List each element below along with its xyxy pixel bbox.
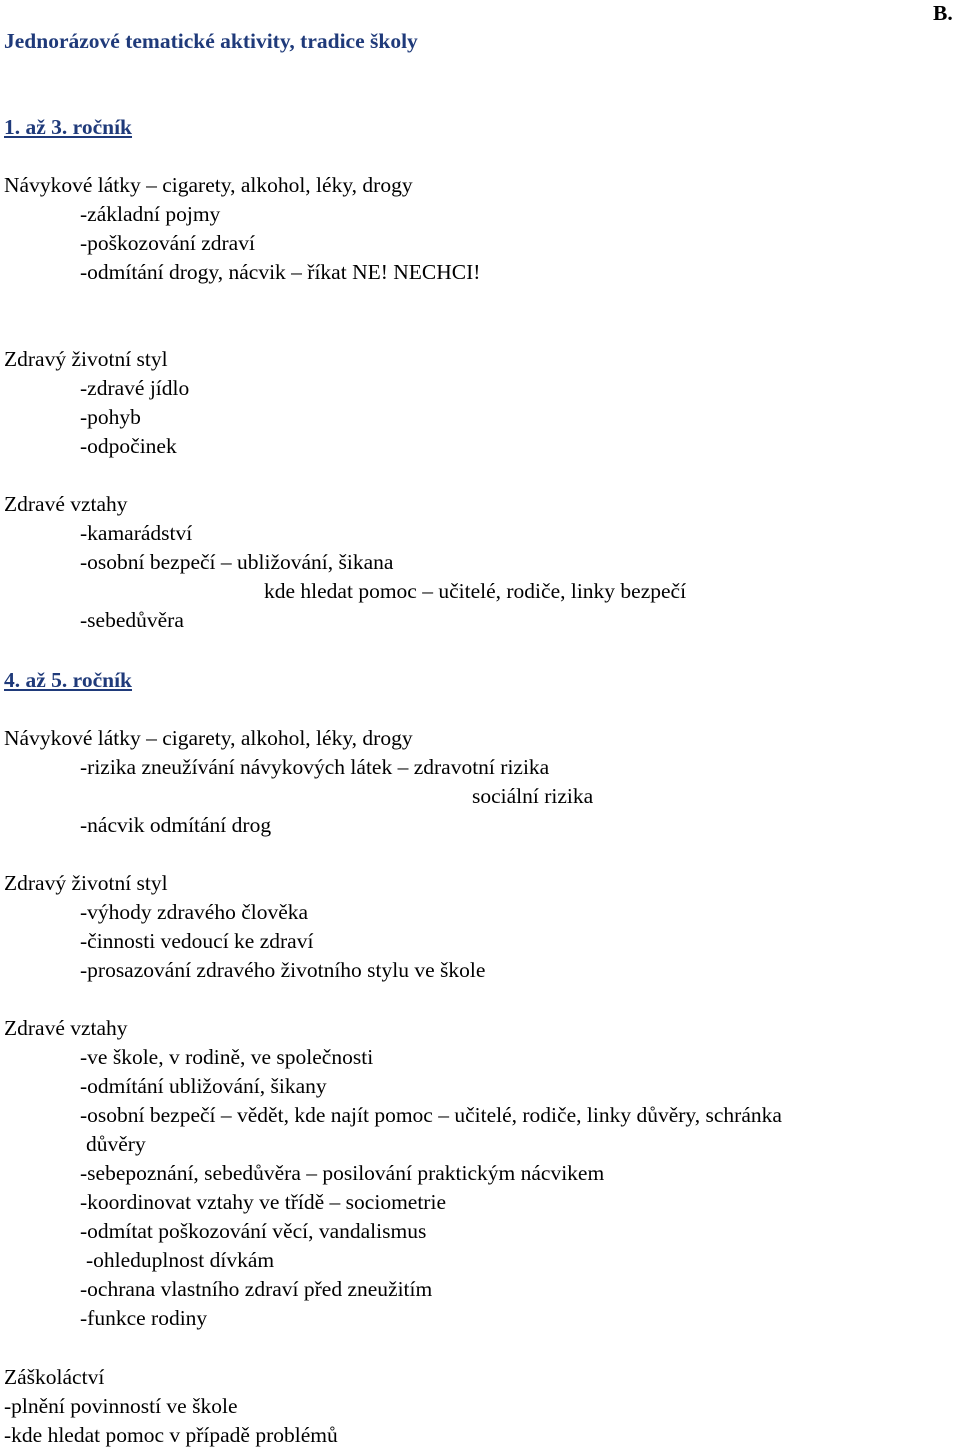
g13-relations-title: Zdravé vztahy — [4, 492, 128, 516]
list-item: -ohleduplnost dívkám — [86, 1248, 275, 1272]
g45-relations-title: Zdravé vztahy — [4, 1016, 128, 1040]
list-item: -prosazování zdravého životního stylu ve škole — [80, 958, 486, 982]
list-item: -výhody zdravého člověka — [80, 900, 309, 924]
g45-lifestyle-title: Zdravý životní styl — [4, 871, 168, 895]
list-item: -sebedůvěra — [80, 608, 184, 632]
list-item: -základní pojmy — [80, 202, 221, 226]
list-item: kde hledat pomoc – učitelé, rodiče, linky bezpečí — [264, 579, 687, 603]
g13-lifestyle-title: Zdravý životní styl — [4, 347, 168, 371]
list-item: -ochrana vlastního zdraví před zneužitím — [80, 1277, 433, 1301]
list-item: -osobní bezpečí – vědět, kde najít pomoc – učitelé, rodiče, linky důvěry, schránka — [80, 1103, 782, 1127]
list-item: -koordinovat vztahy ve třídě – sociometrie — [80, 1190, 446, 1214]
list-item: -rizika zneužívání návykových látek – zdravotní rizika — [80, 755, 550, 779]
list-item: -činnosti vedoucí ke zdraví — [80, 929, 314, 953]
page-title: Jednorázové tematické aktivity, tradice školy — [4, 29, 418, 53]
g45-truancy-title: Záškoláctví — [4, 1365, 105, 1389]
list-item: -odpočinek — [80, 434, 177, 458]
list-item: -sebepoznání, sebedůvěra – posilování praktickým nácvikem — [80, 1161, 605, 1185]
list-item: -kde hledat pomoc v případě problémů — [4, 1423, 338, 1447]
list-item: sociální rizika — [472, 784, 594, 808]
list-item: -zdravé jídlo — [80, 376, 190, 400]
list-item: -ve škole, v rodině, ve společnosti — [80, 1045, 374, 1069]
list-item: důvěry — [86, 1132, 146, 1156]
list-item: -kamarádství — [80, 521, 193, 545]
list-item: -odmítání ubližování, šikany — [80, 1074, 327, 1098]
list-item: -funkce rodiny — [80, 1306, 208, 1330]
g45-substances-title: Návykové látky – cigarety, alkohol, léky, drogy — [4, 726, 413, 750]
list-item: -odmítání drogy, nácvik – říkat NE! NECHCI! — [80, 260, 481, 284]
g13-substances-title: Návykové látky – cigarety, alkohol, léky, drogy — [4, 173, 413, 197]
list-item: -osobní bezpečí – ubližování, šikana — [80, 550, 394, 574]
list-item: -poškozování zdraví — [80, 231, 255, 255]
list-item: -odmítat poškozování věcí, vandalismus — [80, 1219, 427, 1243]
list-item: -nácvik odmítání drog — [80, 813, 272, 837]
grade-1-3-heading: 1. až 3. ročník — [4, 115, 133, 139]
corner-label: B. — [933, 1, 953, 25]
grade-4-5-heading: 4. až 5. ročník — [4, 668, 133, 692]
list-item: -pohyb — [80, 405, 141, 429]
list-item: -plnění povinností ve škole — [4, 1394, 238, 1418]
